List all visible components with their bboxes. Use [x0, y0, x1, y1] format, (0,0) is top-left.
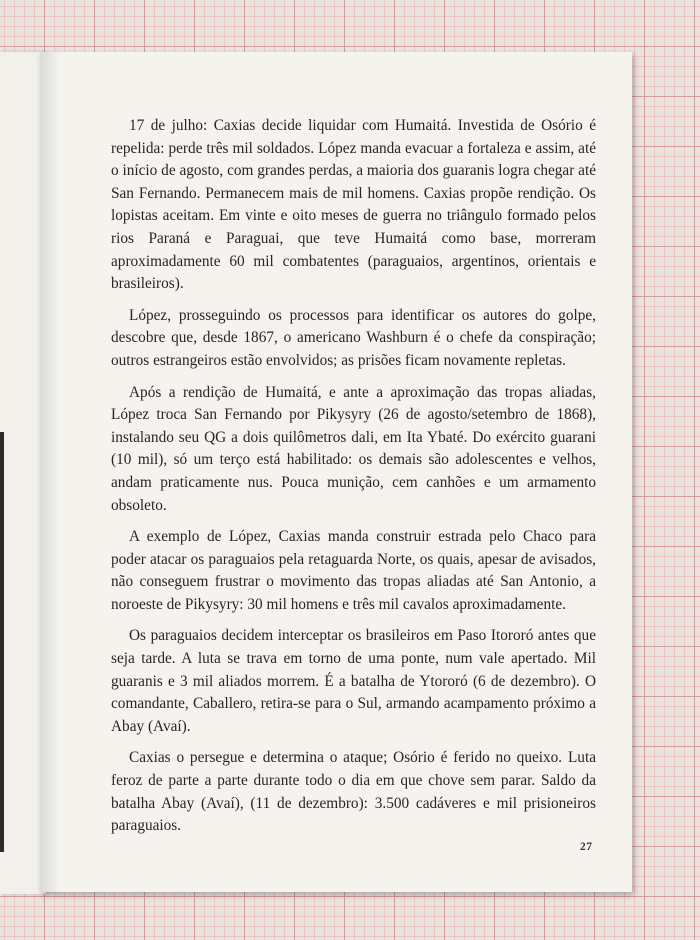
paragraph-5: Os paraguaios decidem interceptar os brasileiros em Paso Itororó antes que seja tarde. A luta se trava em torno de uma ponte, num vale apertado. Mil guaranis e 3 mil aliados morrem. É a batalha de Ytororó (6 de dezembro). O comandante, Caballero, retira-se para o Sul, armando acampamento próximo a Abay (Avaí). [111, 627, 596, 735]
page-number: 27 [580, 841, 593, 853]
left-page-dark-edge [0, 432, 4, 852]
page-gutter-shadow [40, 52, 60, 892]
body-text [111, 115, 596, 847]
paragraph-4: A exemplo de López, Caxias manda construir estrada pelo Chaco para poder atacar os paraguaios pela retaguarda Norte, os quais, apesar de avisados, não conseguem frustrar o movimento das tropas aliadas até San Antonio, a noroeste de Pikysyry: 30 mil homens e três mil cavalos aproximadamente. [111, 528, 596, 613]
paragraph-2: López, prosseguindo os processos para identificar os autores do golpe, descobre que, desde 1867, o americano Washburn é o chefe da conspiração; outros estrangeiros estão envolvidos; as prisões ficam novamente repletas. [111, 306, 596, 369]
paragraph-6: Caxias o persegue e determina o ataque; Osório é ferido no queixo. Luta feroz de parte a parte durante todo o dia em que chove sem parar. Saldo da batalha Abay (Avaí), (11 de dezembro): 3.500 cadáveres e mil prisioneiros paraguaios. [111, 749, 596, 835]
book-page [40, 52, 632, 892]
paragraph-1: 17 de julho: Caxias decide liquidar com Humaitá. Investida de Osório é repelida: perde três mil soldados. López manda evacuar a fortaleza e assim, até o início de agosto, com grandes perdas, a maioria dos guaranis logra chegar até San Fernando. Permanecem mais de mil homens. Caxias propõe rendição. Os lopistas aceitam. Em vinte e oito meses de guerra no triângulo formado pelos rios Paraná e Paraguai, que teve Humaitá como base, morreram aproximadamente 60 mil combatentes (paraguaios, argentinos, orientais e brasileiros). [111, 117, 596, 293]
paragraph-3: Após a rendição de Humaitá, e ante a aproximação das tropas aliadas, López troca San Fernando por Pikysyry (26 de agosto/setembro de 1868), instalando seu QG a dois quilômetros dali, em Ita Ybaté. Do exército guarani (10 mil), só um terço está habilitado: os demais são adolescentes e velhos, andam praticamente nus. Pouca munição, cem canhões e um armamento obsoleto. [111, 383, 596, 514]
